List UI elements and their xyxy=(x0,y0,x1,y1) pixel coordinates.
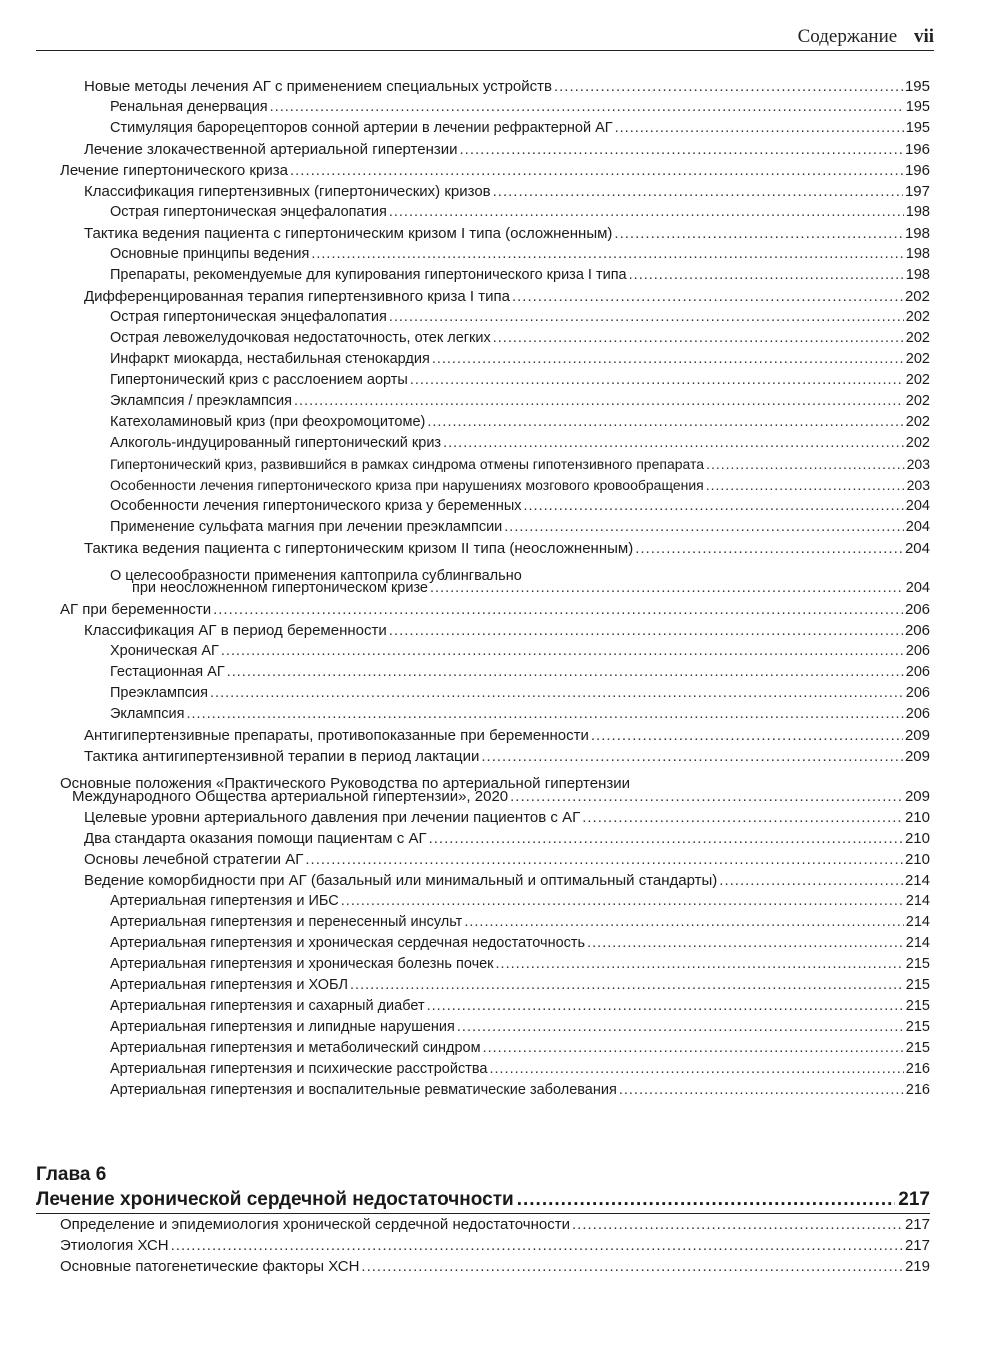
toc-entry: Ренальная денервация ..... 195 xyxy=(60,97,930,118)
toc-entry-continuation: при неосложненном гипертоническом кризе ..... 204 xyxy=(60,578,930,599)
toc-entry: Артериальная гипертензия и сахарный диабет ..... 215 xyxy=(60,996,930,1017)
chapter-label: Глава 6 xyxy=(36,1164,107,1185)
toc-entry: Артериальная гипертензия и ХОБЛ ..... 215 xyxy=(60,975,930,996)
toc-entry: Гестационная АГ ..... 206 xyxy=(60,662,930,683)
header-title: Содержание xyxy=(797,26,898,47)
toc-entry: Эклампсия / преэклампсия ..... 202 xyxy=(60,391,930,412)
toc-entry: Острая гипертоническая энцефалопатия ..... 198 xyxy=(60,202,930,223)
toc-entry: Целевые уровни артериального давления при лечении пациентов с АГ ..... 210 xyxy=(60,807,930,828)
toc-entry: Тактика ведения пациента с гипертоническим кризом I типа (осложненным) ..... 198 xyxy=(60,223,930,244)
toc-entry: Острая гипертоническая энцефалопатия ..... 202 xyxy=(60,307,930,328)
chapter-page: 217 xyxy=(898,1189,930,1210)
toc-entry: Артериальная гипертензия и хроническая сердечная недостаточность ..... 214 xyxy=(60,933,930,954)
toc-entry: Эклампсия ..... 206 xyxy=(60,704,930,725)
toc-entry: Тактика ведения пациента с гипертоническим кризом II типа (неосложненным) ..... 204 xyxy=(60,538,930,559)
toc-entry: Артериальная гипертензия и психические расстройства ..... 216 xyxy=(60,1059,930,1080)
toc-entry: Ведение коморбидности при АГ (базальный или минимальный и оптимальный стандарты) ..... 214 xyxy=(60,870,930,891)
toc-entry: Катехоламиновый криз (при феохромоцитоме) ..... 202 xyxy=(60,412,930,433)
toc-entry: Препараты, рекомендуемые для купирования гипертонического криза I типа ..... 198 xyxy=(60,265,930,286)
toc-entry: Стимуляция барорецепторов сонной артерии в лечении рефрактерной АГ ..... 195 xyxy=(60,118,930,139)
toc-entry: Дифференцированная терапия гипертензивного криза I типа ..... 202 xyxy=(60,286,930,307)
toc-entry: Артериальная гипертензия и липидные нарушения ..... 215 xyxy=(60,1017,930,1038)
toc-entry: О целесообразности применения каптоприла сублингвально xyxy=(110,568,522,584)
toc-entry: Тактика антигипертензивной терапии в период лактации ..... 209 xyxy=(60,746,930,767)
toc-entry: Этиология ХСН ..... 217 xyxy=(60,1235,930,1256)
toc-entry: Основные положения «Практического Руководства по артериальной гипертензии xyxy=(60,775,631,792)
toc-entry: Артериальная гипертензия и метаболический синдром ..... 215 xyxy=(60,1038,930,1059)
toc-entry: Два стандарта оказания помощи пациентам с АГ ..... 210 xyxy=(60,828,930,849)
toc-entry: Артериальная гипертензия и хроническая болезнь почек ..... 215 xyxy=(60,954,930,975)
toc-entry: Алкоголь-индуцированный гипертонический криз ..... 202 xyxy=(60,433,930,454)
toc-entry: Гипертонический криз с расслоением аорты ..... 202 xyxy=(60,370,930,391)
toc-entry: Основные патогенетические факторы ХСН ..... 219 xyxy=(60,1256,930,1277)
toc-entry: Особенности лечения гипертонического криза у беременных ..... 204 xyxy=(60,496,930,517)
chapter-title-row xyxy=(36,1187,930,1214)
toc-entry: Острая левожелудочковая недостаточность, отек легких ..... 202 xyxy=(60,328,930,349)
toc-entry: Инфаркт миокарда, нестабильная стенокардия ..... 202 xyxy=(60,349,930,370)
toc-entry: Преэклампсия ..... 206 xyxy=(60,683,930,704)
toc-entry: Классификация АГ в период беременности ..... 206 xyxy=(60,620,930,641)
toc-entry: Гипертонический криз, развившийся в рамках синдрома отмены гипотензивного препарата ..... 203 xyxy=(60,454,930,475)
toc-entry: Особенности лечения гипертонического криза при нарушениях мозгового кровообращения ..... 203 xyxy=(60,475,930,496)
toc-entry: Артериальная гипертензия и воспалительные ревматические заболевания ..... 216 xyxy=(60,1080,930,1101)
toc-entry: АГ при беременности ..... 206 xyxy=(60,599,930,620)
toc-entry: Новые методы лечения АГ с применением специальных устройств ..... 195 xyxy=(60,76,930,97)
toc-entry: Лечение гипертонического криза ..... 196 xyxy=(60,160,930,181)
chapter-title: Лечение хронической сердечной недостаточности xyxy=(36,1189,514,1210)
chapter-6-section xyxy=(36,1163,930,1277)
toc-entry: Лечение злокачественной артериальной гипертензии ..... 196 xyxy=(60,139,930,160)
toc-entry: Основы лечебной стратегии АГ ..... 210 xyxy=(60,849,930,870)
toc-entry-continuation: Международного Общества артериальной гипертензии», 2020 ..... 209 xyxy=(60,786,930,807)
toc-entry: Хроническая АГ ..... 206 xyxy=(60,641,930,662)
toc-entry: Применение сульфата магния при лечении преэклампсии ..... 204 xyxy=(60,517,930,538)
toc-entry: Классификация гипертензивных (гипертонических) кризов ..... 197 xyxy=(60,181,930,202)
toc-entry: Артериальная гипертензия и перенесенный инсульт ..... 214 xyxy=(60,912,930,933)
table-of-contents xyxy=(60,76,930,1101)
header-page-number: vii xyxy=(913,26,934,47)
toc-entry: Основные принципы ведения ..... 198 xyxy=(60,244,930,265)
toc-entry: Определение и эпидемиология хронической сердечной недостаточности ..... 217 xyxy=(60,1214,930,1235)
running-header xyxy=(36,26,934,51)
toc-entry: Артериальная гипертензия и ИБС ..... 214 xyxy=(60,891,930,912)
toc-entry: Антигипертензивные препараты, противопоказанные при беременности ..... 209 xyxy=(60,725,930,746)
